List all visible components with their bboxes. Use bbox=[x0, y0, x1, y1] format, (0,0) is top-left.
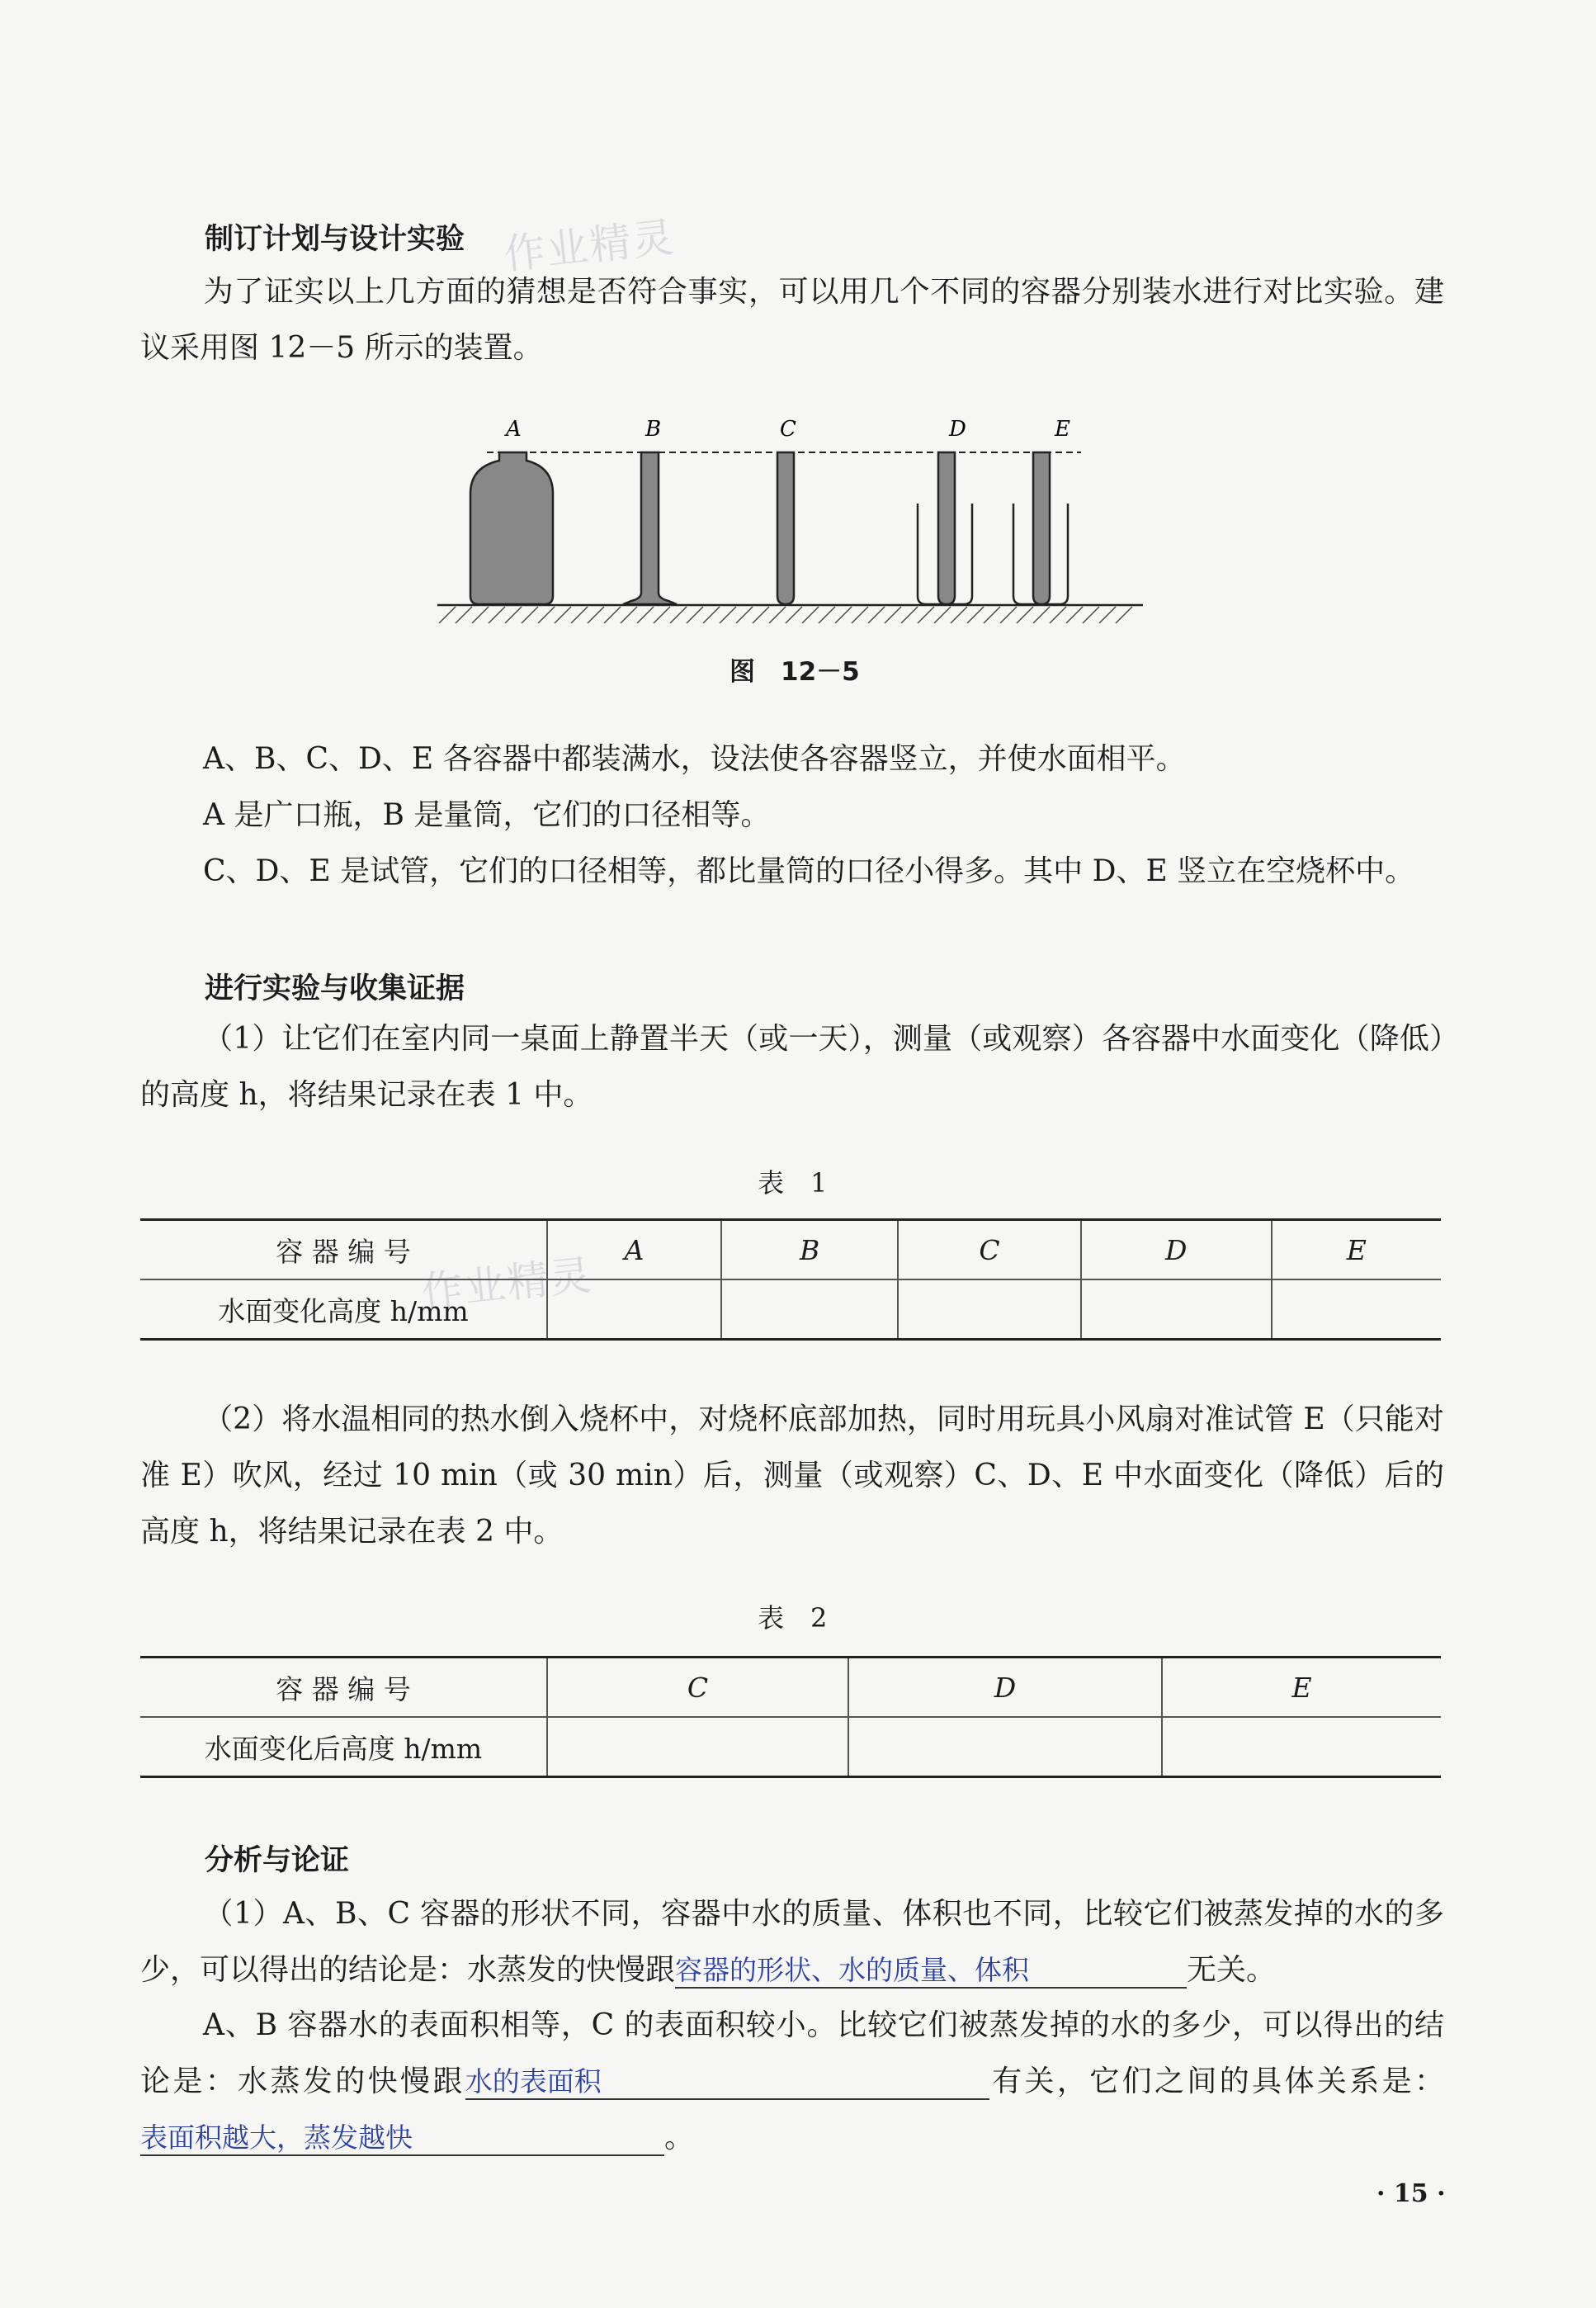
section-heading: 分析与论证 bbox=[205, 1844, 350, 1877]
column-B: B bbox=[721, 1220, 898, 1280]
column-E: E bbox=[1162, 1658, 1441, 1718]
page-number: · 15 · bbox=[1376, 2179, 1446, 2208]
answer-blank[interactable] bbox=[140, 2121, 664, 2156]
test-tube-E bbox=[1033, 452, 1050, 604]
table-caption: 表 1 bbox=[758, 1167, 828, 1199]
handwritten-answer: 水的表面积 bbox=[465, 2065, 602, 2098]
header-label: 容 器 编 号 bbox=[140, 1658, 547, 1718]
column-D: D bbox=[1081, 1220, 1272, 1280]
section-heading: 进行实验与收集证据 bbox=[205, 972, 465, 1005]
cell-C[interactable] bbox=[898, 1279, 1081, 1340]
handwritten-answer: 表面积越大，蒸发越快 bbox=[140, 2121, 413, 2154]
column-E: E bbox=[1272, 1220, 1441, 1280]
graduated-cylinder-B bbox=[623, 452, 677, 604]
watermark: 作业精灵 bbox=[501, 213, 678, 279]
cell-D[interactable] bbox=[848, 1717, 1162, 1777]
paragraph: 为了证实以上几方面的猜想是否符合事实，可以用几个不同的容器分别装水进行对比实验。建议采用图 12－5 所示的装置。 bbox=[140, 275, 1444, 365]
label-C: C bbox=[780, 417, 796, 442]
test-tube-D bbox=[938, 452, 955, 604]
table-header-row bbox=[140, 1658, 1441, 1718]
wide-mouth-bottle-A bbox=[470, 452, 553, 604]
table-1 bbox=[140, 1218, 1441, 1341]
handwritten-answer: 容器的形状、水的质量、体积 bbox=[675, 1954, 1030, 1986]
label-D: D bbox=[949, 417, 966, 442]
cell-E[interactable] bbox=[1272, 1279, 1441, 1340]
column-A: A bbox=[547, 1220, 721, 1280]
answer-blank[interactable] bbox=[465, 2065, 989, 2100]
column-D: D bbox=[848, 1658, 1162, 1718]
column-C: C bbox=[547, 1658, 848, 1718]
table-2 bbox=[140, 1656, 1441, 1778]
paragraph: （1）让它们在室内同一桌面上静置半天（或一天），测量（或观察）各容器中水面变化（降低）的高度 h，将结果记录在表 1 中。 bbox=[140, 1022, 1444, 1112]
table-caption: 表 2 bbox=[758, 1602, 828, 1634]
cell-A[interactable] bbox=[547, 1279, 721, 1340]
watermark: 作业精灵 bbox=[418, 1251, 595, 1317]
column-C: C bbox=[898, 1220, 1081, 1280]
cell-C[interactable] bbox=[547, 1717, 848, 1777]
answer-blank[interactable] bbox=[675, 1954, 1187, 1989]
paragraph: A 是广口瓶，B 是量筒，它们的口径相等。 bbox=[203, 798, 771, 832]
row-label: 水面变化高度 h/mm bbox=[140, 1279, 547, 1340]
header-label: 容 器 编 号 bbox=[140, 1220, 547, 1280]
paragraph: A、B 容器水的表面积相等，C 的表面积较小。比较它们被蒸发掉的水的多少，可以得出的结论是：水蒸发的快慢跟水的表面积 有关，它们之间的具体关系是：表面积越大，蒸发越快 。 bbox=[140, 2008, 1444, 2154]
cell-E[interactable] bbox=[1162, 1717, 1441, 1777]
table-header-row bbox=[140, 1220, 1441, 1280]
test-tube-C bbox=[777, 452, 794, 604]
paragraph: （1）A、B、C 容器的形状不同，容器中水的质量、体积也不同，比较它们被蒸发掉的水的多少，可以得出的结论是：水蒸发的快慢跟容器的形状、水的质量、体积 无关。 bbox=[140, 1897, 1444, 1987]
figure-12-5 bbox=[429, 413, 1155, 636]
table-row bbox=[140, 1717, 1441, 1777]
label-A: A bbox=[506, 417, 522, 442]
row-label: 水面变化后高度 h/mm bbox=[140, 1717, 547, 1777]
table-row bbox=[140, 1279, 1441, 1340]
cell-B[interactable] bbox=[721, 1279, 898, 1340]
figure-caption: 图 12－5 bbox=[730, 657, 860, 687]
paragraph: C、D、E 是试管，它们的口径相等，都比量筒的口径小得多。其中 D、E 竖立在空烧杯中。 bbox=[203, 854, 1415, 888]
paragraph: A、B、C、D、E 各容器中都装满水，设法使各容器竖立，并使水面相平。 bbox=[203, 742, 1186, 776]
label-B: B bbox=[645, 417, 662, 442]
paragraph: （2）将水温相同的热水倒入烧杯中，对烧杯底部加热，同时用玩具小风扇对准试管 E（只能对准 E）吹风，经过 10 min（或 30 min）后，测量（或观察）C、D、E 中水面变化（降低）后的高度 h，将结果记录在表 2 中。 bbox=[140, 1402, 1444, 1549]
section-heading: 制订计划与设计实验 bbox=[205, 223, 465, 256]
cell-D[interactable] bbox=[1081, 1279, 1272, 1340]
label-E: E bbox=[1055, 417, 1070, 442]
